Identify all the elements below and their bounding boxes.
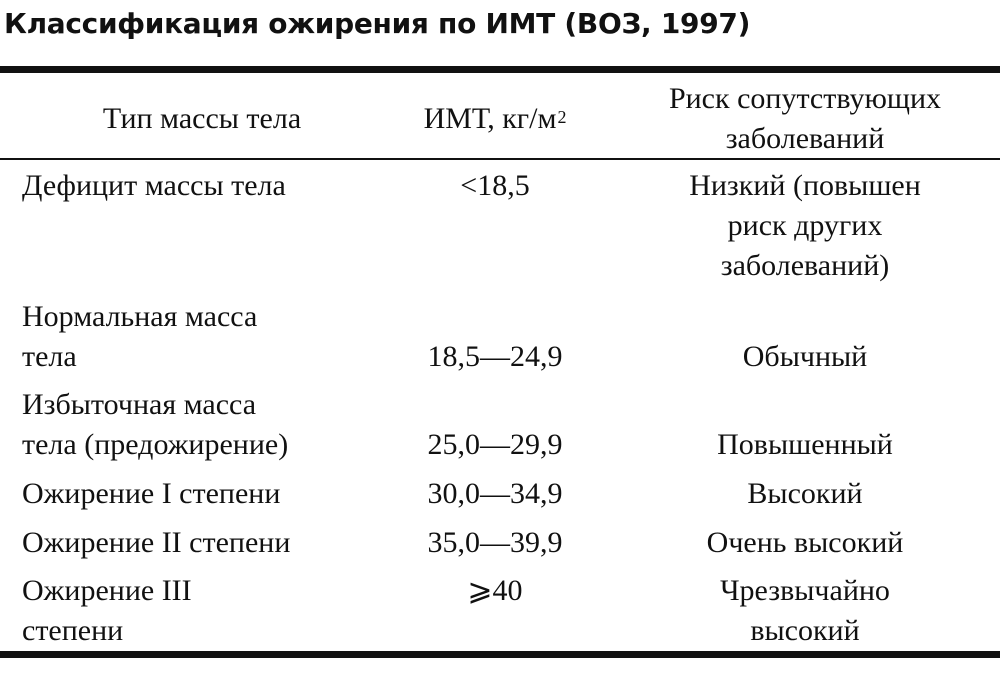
row-6-bmi: ⩾40 bbox=[467, 574, 523, 607]
header-divider-rule bbox=[0, 158, 1000, 160]
header-body-mass-type: Тип массы тела bbox=[102, 102, 302, 135]
header-bmi-superscript: 2 bbox=[557, 107, 567, 127]
row-4-type: Ожирение I степени bbox=[22, 477, 281, 510]
header-bmi-text: ИМТ, кг/м bbox=[423, 102, 557, 135]
row-2-bmi: 18,5—24,9 bbox=[427, 340, 563, 373]
row-3-type: Избыточная масса тела (предожирение) bbox=[22, 388, 289, 461]
table-title: Классификация ожирения по ИМТ (ВОЗ, 1997) bbox=[4, 7, 751, 40]
row-3-risk: Повышенный bbox=[717, 428, 893, 461]
header-bmi bbox=[380, 99, 610, 139]
row-6-risk: Чрезвычайно высокий bbox=[720, 574, 890, 647]
row-1-type: Дефицит массы тела bbox=[22, 169, 286, 202]
row-5-type: Ожирение II степени bbox=[22, 526, 291, 559]
row-4-risk: Высокий bbox=[747, 477, 863, 510]
table-top-rule bbox=[0, 66, 1000, 73]
row-3-bmi: 25,0—29,9 bbox=[427, 428, 563, 461]
table-bottom-rule bbox=[0, 651, 1000, 658]
row-1-bmi: <18,5 bbox=[460, 169, 530, 202]
row-2-type: Нормальная масса тела bbox=[22, 300, 258, 373]
row-2-risk: Обычный bbox=[742, 340, 868, 373]
row-5-bmi: 35,0—39,9 bbox=[427, 526, 563, 559]
row-4-bmi: 30,0—34,9 bbox=[427, 477, 563, 510]
header-comorbidity-risk: Риск сопутствующих заболеваний bbox=[668, 82, 942, 155]
row-6-type: Ожирение III степени bbox=[22, 574, 192, 647]
row-1-risk: Низкий (повышен риск других заболеваний) bbox=[689, 169, 921, 282]
row-5-risk: Очень высокий bbox=[706, 526, 904, 559]
